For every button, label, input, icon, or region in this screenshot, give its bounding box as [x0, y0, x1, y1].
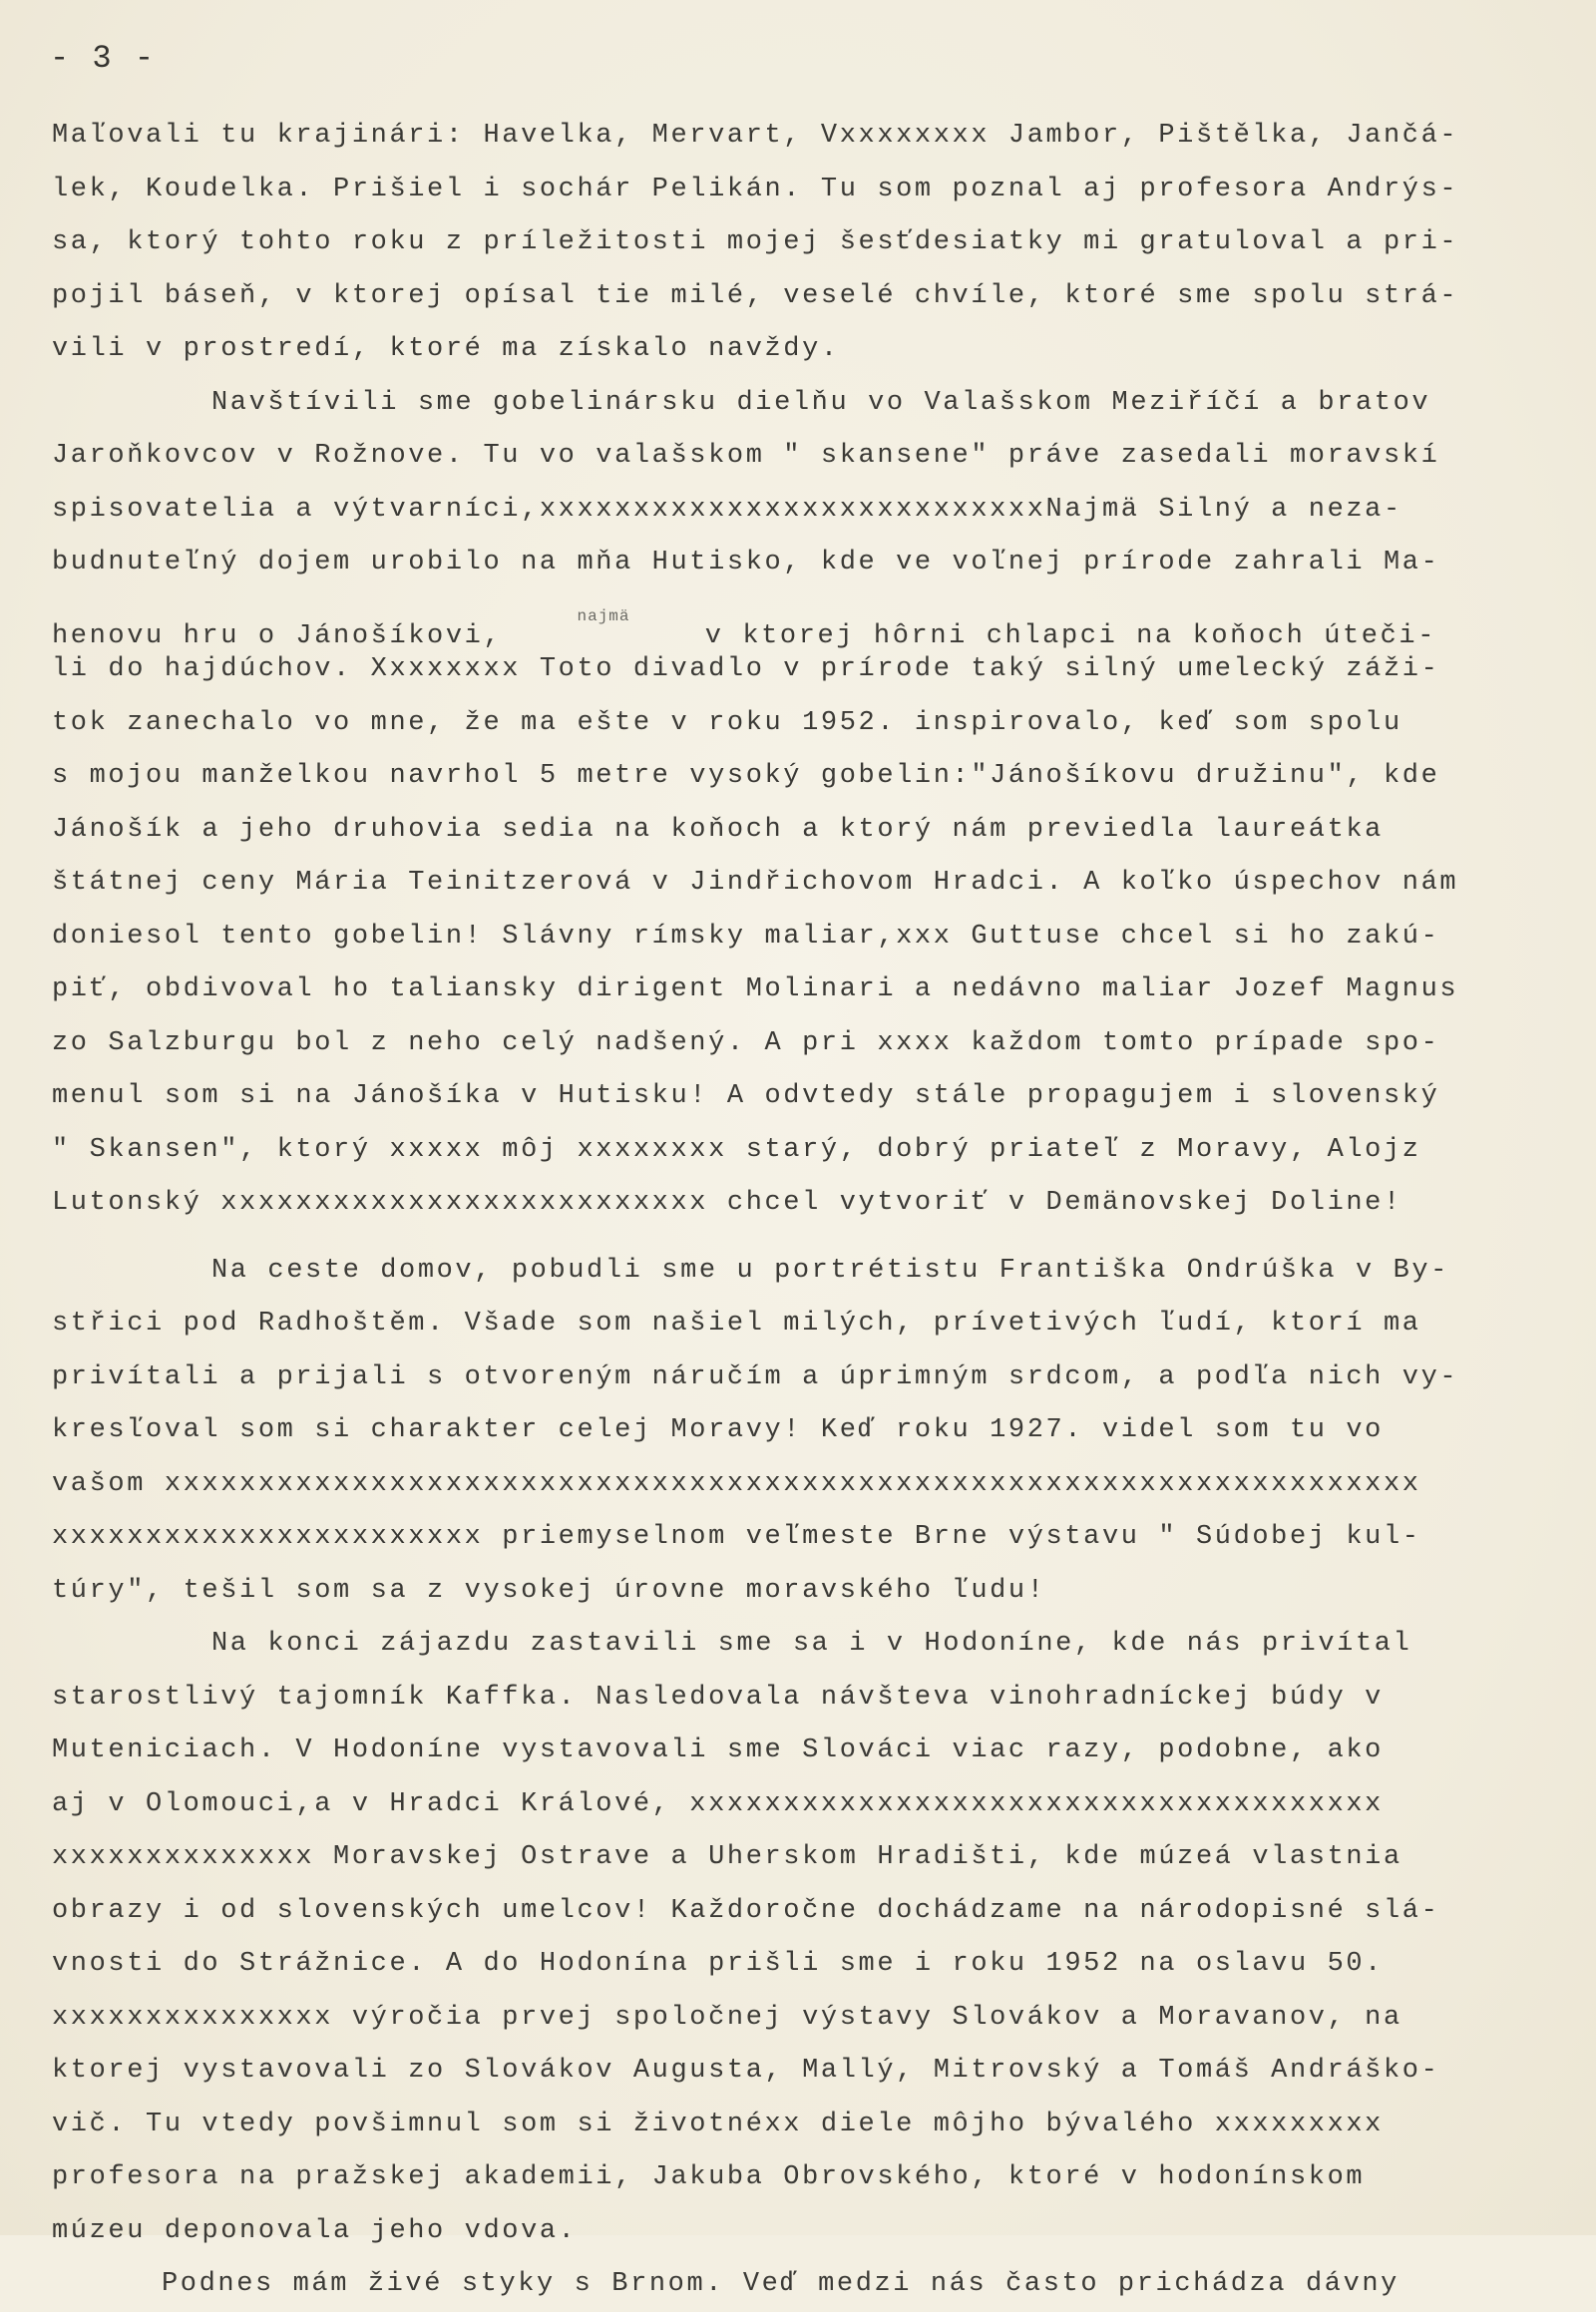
text-line: Podnes mám živé styky s Brnom. Veď medzi nás často prichádza dávny [162, 2269, 1399, 2299]
text-line: Muteniciach. V Hodoníne vystavovali sme Slováci viac razy, podobne, ako [52, 1735, 1384, 1765]
text-line: aj v Olomouci,a v Hradci Králové, xxxxxxxxxxxxxxxxxxxxxxxxxxxxxxxxxxxxx [52, 1788, 1384, 1819]
text-line: menul som si na Jánošíka v Hutisku! A odvtedy stále propagujem i slovenský [52, 1081, 1440, 1111]
text-line: vič. Tu vtedy povšimnul som si životnéxx diele môjho bývalého xxxxxxxxx [52, 2109, 1384, 2139]
body-text [52, 110, 1548, 2312]
text-line: li do hajdúchov. Xxxxxxxx Toto divadlo v prírode taký silný umelecký záži- [52, 654, 1440, 684]
text-line: vili v prostredí, ktoré ma získalo navždy. [52, 334, 840, 364]
text-line: budnuteľný dojem urobilo na mňa Hutisko, kde ve voľnej prírode zahrali Ma- [52, 548, 1440, 578]
text-line: Navštívili sme gobelinársku dielňu vo Valašskom Meziříčí a bratov [211, 387, 1431, 418]
text-line: obrazy i od slovenských umelcov! Každoročne dochádzame na národopisné slá- [52, 1895, 1440, 1926]
text-line: Jaroňkovcov v Rožnove. Tu vo valašskom " skansene" práve zasedali moravskí [52, 441, 1440, 471]
text-line: kresľoval som si charakter celej Moravy! Keď roku 1927. videl som tu vo [52, 1415, 1384, 1445]
text-line: starostlivý tajomník Kaffka. Nasledovala návšteva vinohradníckej búdy v [52, 1682, 1384, 1713]
text-line: tok zanechalo vo mne, že ma ešte v roku 1952. inspirovalo, keď som spolu [52, 707, 1402, 738]
text-line: vnosti do Strážnice. A do Hodonína prišli sme i roku 1952 na oslavu 50. [52, 1949, 1384, 1979]
text-line: Na ceste domov, pobudli sme u portrétistu Františka Ondrúška v By- [211, 1255, 1449, 1286]
text-line: piť, obdivoval ho taliansky dirigent Molinari a nedávno maliar Jozef Magnus [52, 974, 1459, 1004]
text-line: Na konci zájazdu zastavili sme sa i v Hodoníne, kde nás privítal [211, 1629, 1412, 1659]
text-line: xxxxxxxxxxxxxx Moravskej Ostrave a Uherskom Hradišti, kde múzeá vlastnia [52, 1842, 1402, 1872]
text-line: Lutonský xxxxxxxxxxxxxxxxxxxxxxxxxx chcel vytvoriť v Demänovskej Doline! [52, 1188, 1402, 1218]
text-line: Maľovali tu krajinári: Havelka, Mervart, Vxxxxxxxx Jambor, Pištělka, Jančá- [52, 121, 1459, 151]
text-line: štátnej ceny Mária Teinitzerová v Jindřichovom Hradci. A koľko úspechov nám [52, 868, 1459, 898]
text-line: doniesol tento gobelin! Slávny rímsky maliar,xxx Guttuse chcel si ho zakú- [52, 921, 1440, 952]
text-line: privítali a prijali s otvoreným náručím a úprimným srdcom, a podľa nich vy- [52, 1361, 1459, 1392]
text-line: vašom xxxxxxxxxxxxxxxxxxxxxxxxxxxxxxxxxxxxxxxxxxxxxxxxxxxxxxxxxxxxxxxxxxx [52, 1468, 1421, 1499]
text-line: múzeu deponovala jeho vdova. [52, 2215, 578, 2246]
text-line: střici pod Radhoštěm. Všade som našiel milých, prívetivých ľudí, ktorí ma [52, 1309, 1421, 1339]
text-line: spisovatelia a výtvarníci,xxxxxxxxxxxxxxxxxxxxxxxxxxxNajmä Silný a neza- [52, 494, 1402, 525]
text-line: xxxxxxxxxxxxxxx výročia prvej spoločnej výstavy Slovákov a Moravanov, na [52, 2002, 1402, 2033]
text-line: " Skansen", ktorý xxxxx môj xxxxxxxx starý, dobrý priateľ z Moravy, Alojz [52, 1134, 1421, 1165]
text-line: sa, ktorý tohto roku z príležitosti mojej šesťdesiatky mi gratuloval a pri- [52, 227, 1459, 257]
text-line: s mojou manželkou navrhol 5 metre vysoký gobelin:"Jánošíkovu družinu", kde [52, 761, 1440, 791]
text-line: Jánošík a jeho druhovia sedia na koňoch a ktorý nám previedla laureátka [52, 814, 1384, 845]
handwritten-insertion: najmä [577, 606, 630, 625]
text-line: xxxxxxxxxxxxxxxxxxxxxxx priemyselnom veľmeste Brne výstavu " Súdobej kul- [52, 1522, 1421, 1552]
text-line: túry", tešil som sa z vysokej úrovne moravského ľudu! [52, 1575, 1046, 1606]
text-line: lek, Koudelka. Prišiel i sochár Pelikán. Tu som poznal aj profesora Andrýs- [52, 174, 1459, 204]
text-line: henovu hru o Jánošíkovi, $^{najmä}$ v ktorej hôrni chlapci na koňoch úteči- [52, 606, 1437, 651]
text-line: ktorej vystavovali zo Slovákov Augusta, Mallý, Mitrovský a Tomáš Andráško- [52, 2056, 1440, 2086]
text-line: pojil báseň, v ktorej opísal tie milé, veselé chvíle, ktoré sme spolu strá- [52, 280, 1459, 311]
text-line: profesora na pražskej akademii, Jakuba Obrovského, ktoré v hodonínskom [52, 2162, 1366, 2192]
page-number: - 3 - [50, 40, 157, 77]
text-line: zo Salzburgu bol z neho celý nadšený. A pri xxxx každom tomto prípade spo- [52, 1027, 1440, 1058]
